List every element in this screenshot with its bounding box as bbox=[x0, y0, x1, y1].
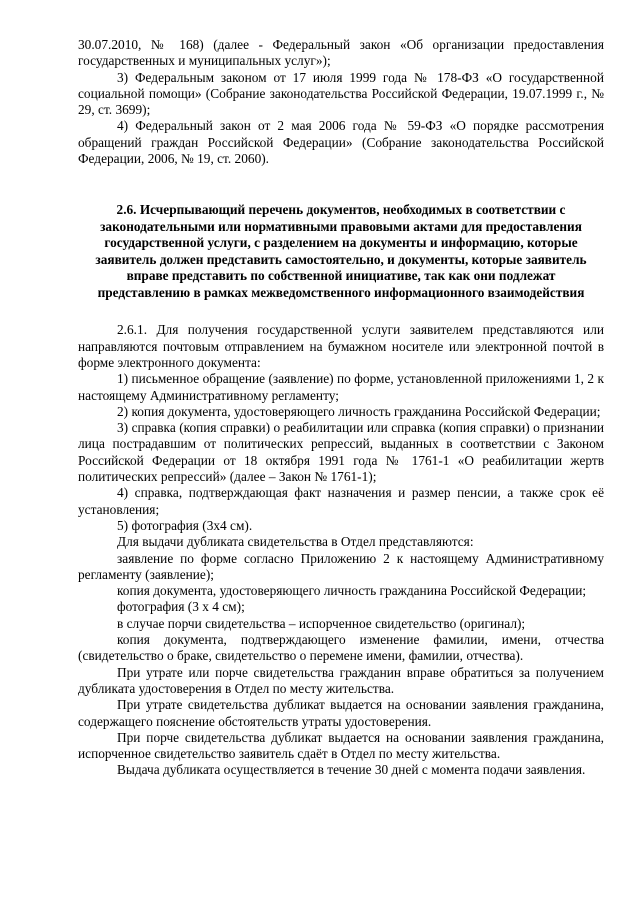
list-item-duplicate-identity-copy: копия документа, удостоверяющего личность гражданина Российской Федерации; bbox=[117, 583, 587, 599]
heading-line: государственной услуги, с разделением на документы и информацию, которые bbox=[104, 235, 578, 251]
list-item-identity-copy: 2) копия документа, удостоверяющего личность гражданина Российской Федерации; bbox=[117, 403, 601, 419]
list-item-pension-certificate: 4) справка, подтверждающая факт назначения и размер пенсии, а также срок её установления; bbox=[78, 485, 604, 517]
paragraph-duplicate-intro: Для выдачи дубликата свидетельства в Отдел представляются: bbox=[117, 534, 474, 550]
heading-line: заявитель должен представить самостоятельно, и документы, которые заявитель bbox=[95, 251, 587, 267]
document-page bbox=[78, 37, 604, 779]
list-item-damaged-certificate: в случае порчи свидетельства – испорченное свидетельство (оригинал); bbox=[117, 615, 526, 631]
list-item-written-appeal: 1) письменное обращение (заявление) по форме, установленной приложениями 1, 2 к настоящему Административному регламенту; bbox=[78, 371, 604, 403]
paragraph-issue-term: Выдача дубликата осуществляется в течение 30 дней с момента подачи заявления. bbox=[117, 762, 586, 778]
paragraph-law-social-help: 3) Федеральным законом от 17 июля 1999 года № 178-ФЗ «О государственной социальной помощи» (Собрание законодательства Российской Федерации, 19.07.1999 г., № 29, ст. 3699); bbox=[78, 69, 604, 118]
paragraph-law-appeals: 4) Федеральный закон от 2 мая 2006 года № 59-ФЗ «О порядке рассмотрения обращений граждан Российской Федерации» (Собрание законодательства Российской Федерации, 2006, № 19, ст. 2060). bbox=[78, 118, 604, 167]
paragraph-2-6-1: 2.6.1. Для получения государственной услуги заявителем представляются или направляются почтовым отправлением на бумажном носителе или электронной почтой в форме электронного документа: bbox=[78, 322, 604, 370]
list-item-duplicate-application: заявление по форме согласно Приложению 2 к настоящему Административному регламенту (заявление); bbox=[78, 550, 604, 582]
list-item-photo: 5) фотография (3х4 см). bbox=[117, 517, 253, 533]
heading-line: представлению в рамках межведомственного информационного взаимодействия bbox=[97, 284, 585, 300]
section-heading-2-6 bbox=[78, 202, 604, 301]
paragraph-law-organization: 30.07.2010, № 168) (далее - Федеральный закон «Об организации предоставления государственных и муниципальных услуг»); bbox=[78, 37, 604, 69]
list-item-duplicate-photo: фотография (3 х 4 см); bbox=[117, 599, 245, 615]
paragraph-loss: При утрате свидетельства дубликат выдается на основании заявления гражданина, содержащего пояснение обстоятельств утраты удостоверения. bbox=[78, 697, 604, 729]
list-item-name-change-document: копия документа, подтверждающего изменение фамилии, имени, отчества (свидетельство о браке, свидетельство о перемене имени, фамилии, отчества). bbox=[78, 632, 604, 664]
paragraph-loss-or-damage: При утрате или порче свидетельства гражданин вправе обратиться за получением дубликата удостоверения в Отдел по месту жительства. bbox=[78, 664, 604, 696]
heading-line: вправе представить по собственной инициативе, так как они подлежат bbox=[126, 268, 556, 284]
heading-line: законодательными или нормативными правовыми актами для предоставления bbox=[100, 218, 582, 234]
list-item-rehabilitation-certificate: 3) справка (копия справки) о реабилитации или справка (копия справки) о признании лица пострадавшим от политических репрессий, выданных в соответствии с Законом Российской Федерации от 18 октября 1991 года № 1761-1 «О реабилитации жертв политических репрессий» (далее – Закон № 1761-1); bbox=[78, 420, 604, 485]
heading-line: 2.6. Исчерпывающий перечень документов, необходимых в соответствии с bbox=[116, 202, 566, 218]
paragraph-damage: При порче свидетельства дубликат выдается на основании заявления гражданина, испорченное свидетельство заявитель сдаёт в Отдел по месту жительства. bbox=[78, 729, 604, 762]
